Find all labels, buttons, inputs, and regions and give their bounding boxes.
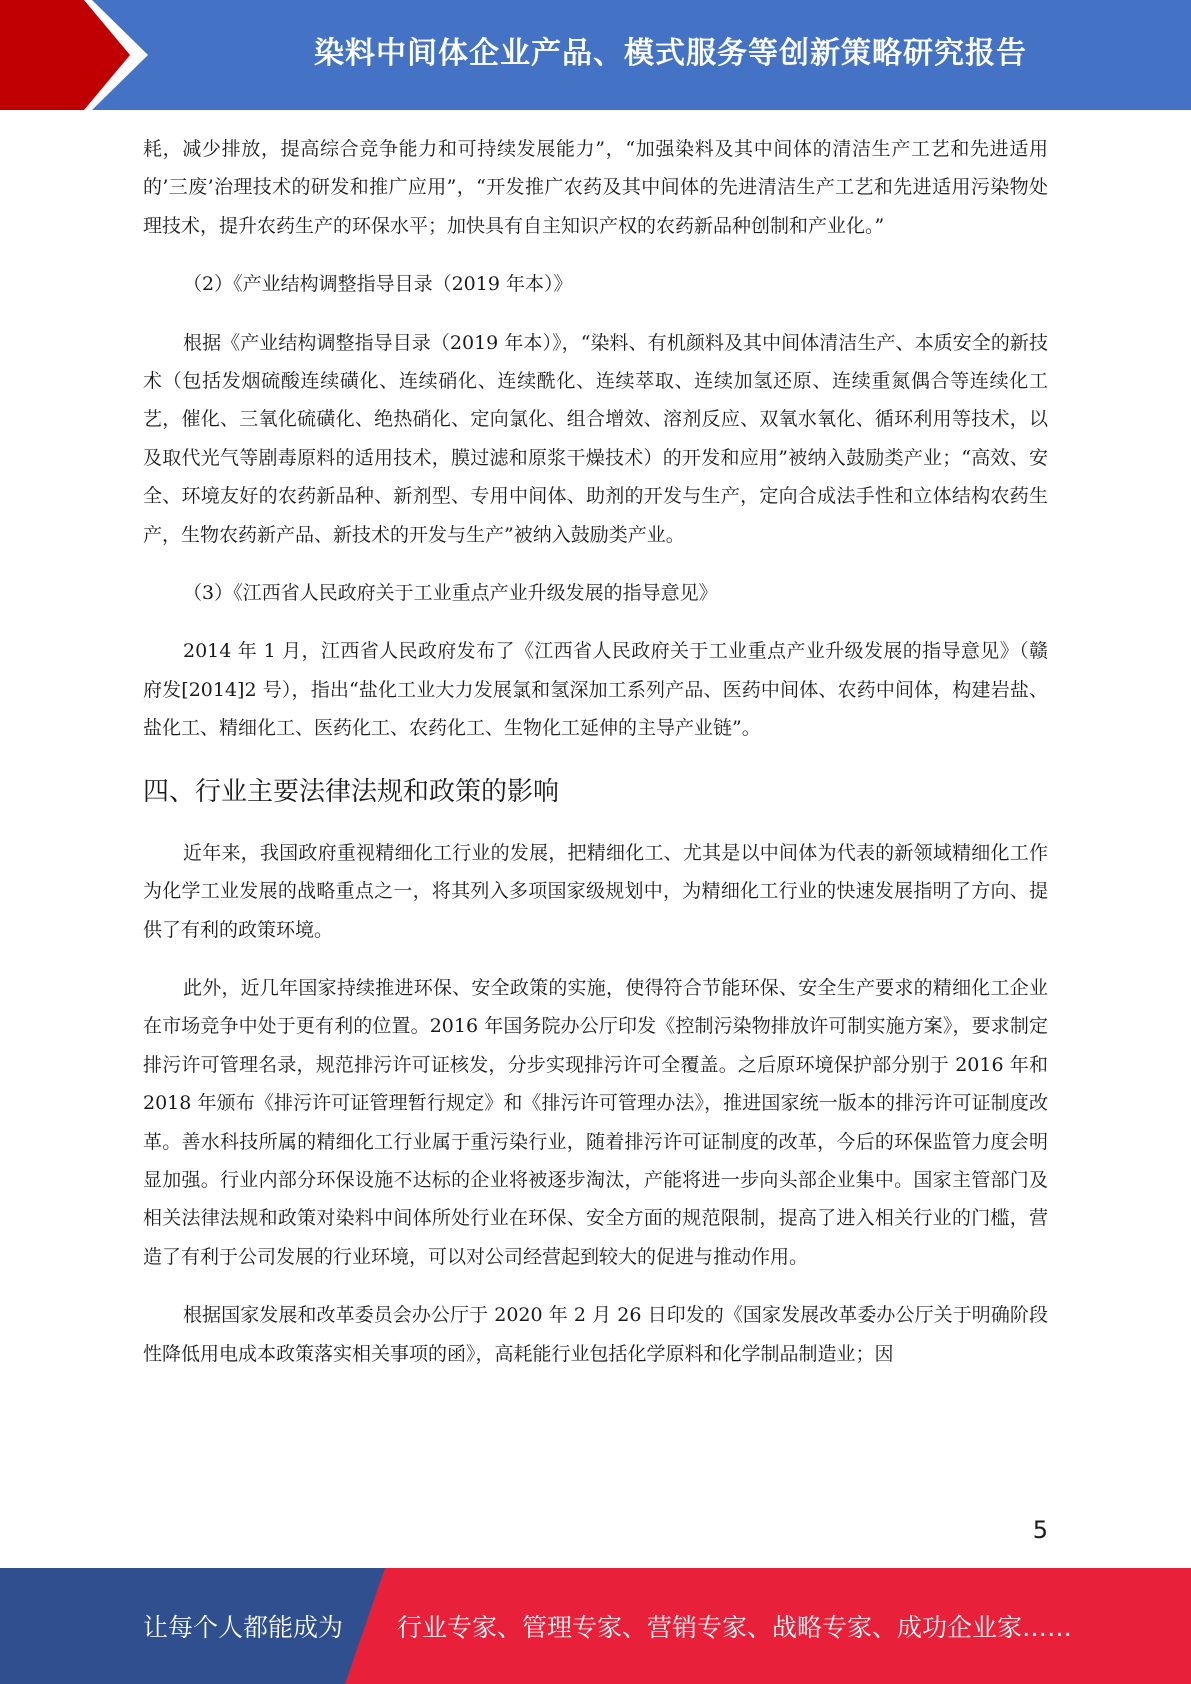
subheading-2: （2）《产业结构调整指导目录（2019 年本）》 — [183, 273, 573, 296]
page-footer — [0, 1568, 1191, 1684]
section-title: 四、行业主要法律法规和政策的影响 — [143, 776, 560, 807]
paragraph-electricity-cost: 根据国家发展和改革委员会办公厅于 2020 年 2 月 26 日印发的《国家发展改革委办公厅关于明确阶段性降低用电成本政策落实相关事项的函》，高耗能行业包括化学原料和化学制品制造业；因 — [143, 1304, 1048, 1365]
footer-slogan-right: 行业专家、管理专家、营销专家、战略专家、成功企业家…… — [397, 1613, 1073, 1642]
paragraph-industry-catalog: 根据《产业结构调整指导目录（2019 年本）》，“染料、有机颜料及其中间体清洁生产、本质安全的新技术（包括发烟硫酸连续磺化、连续硝化、连续酰化、连续萃取、连续加氢还原、连续重氮偶合等连续化工艺，催化、三氧化硫磺化、绝热硝化、定向氯化、组合增效、溶剂反应、双氧水氧化、循环利用等技术，以及取代光气等剧毒原料的适用技术，膜过滤和原浆干燥技术）的开发和应用”被纳入鼓励类产业；“高效、安全、环境友好的农药新品种、新剂型、专用中间体、助剂的开发与生产，定向合成法手性和立体结构农药生产，生物农药新产品、新技术的开发与生产”被纳入鼓励类产业。 — [143, 331, 1048, 546]
page-header — [0, 0, 1191, 110]
subheading-3: （3）《江西省人民政府关于工业重点产业升级发展的指导意见》 — [183, 582, 718, 605]
page-number: 5 — [1032, 1516, 1048, 1544]
paragraph-government-support: 近年来，我国政府重视精细化工行业的发展，把精细化工、尤其是以中间体为代表的新领域精细化工作为化学工业发展的战略重点之一，将其列入多项国家级规划中，为精细化工行业的快速发展指明了方向、提供了有利的政策环境。 — [143, 841, 1048, 941]
paragraph-jiangxi-policy: 2014 年 1 月，江西省人民政府发布了《江西省人民政府关于工业重点产业升级发展的指导意见》（赣府发[2014]2 号），指出“盐化工业大力发展氯和氢深加工系列产品、医药中间体、农药中间体，构建岩盐、盐化工、精细化工、医药化工、农药化工、生物化工延伸的主导产业链”。 — [143, 640, 1048, 740]
report-title: 染料中间体企业产品、模式服务等创新策略研究报告 — [314, 36, 1027, 71]
paragraph-continued: 耗，减少排放，提高综合竞争能力和可持续发展能力”，“加强染料及其中间体的清洁生产工艺和先进适用的’三废’治理技术的研发和推广应用”，“开发推广农药及其中间体的先进清洁生产工艺和先进适用污染物处理技术，提升农药生产的环保水平；加快具有自主知识产权的农药新品种创制和产业化。” — [143, 138, 1048, 237]
footer-slogan-left: 让每个人都能成为 — [143, 1613, 344, 1642]
document-body — [143, 130, 1048, 1393]
header-chevron-decoration — [0, 0, 160, 110]
paragraph-environmental-policy: 此外，近几年国家持续推进环保、安全政策的实施，使得符合节能环保、安全生产要求的精细化工企业在市场竞争中处于更有利的位置。2016 年国务院办公厅印发《控制污染物排放许可制实施方案》，要求制定排污许可管理名录，规范排污许可证核发，分步实现排污许可全覆盖。之后原环境保护部分别于 2016 年和 2018 年颁布《排污许可证管理暂行规定》和《排污许可管理办法》，推进国家统一版本的排污许可证制度改革。善水科技所属的精细化工行业属于重污染行业，随着排污许可证制度的改革，今后的环保监管力度会明显加强。行业内部分环保设施不达标的企业将被逐步淘汰，产能将进一步向头部企业集中。国家主管部门及相关法律法规和政策对染料中间体所处行业在环保、安全方面的规范限制，提高了进入相关行业的门槛，营造了有利于公司发展的行业环境，可以对公司经营起到较大的促进与推动作用。 — [143, 976, 1048, 1268]
